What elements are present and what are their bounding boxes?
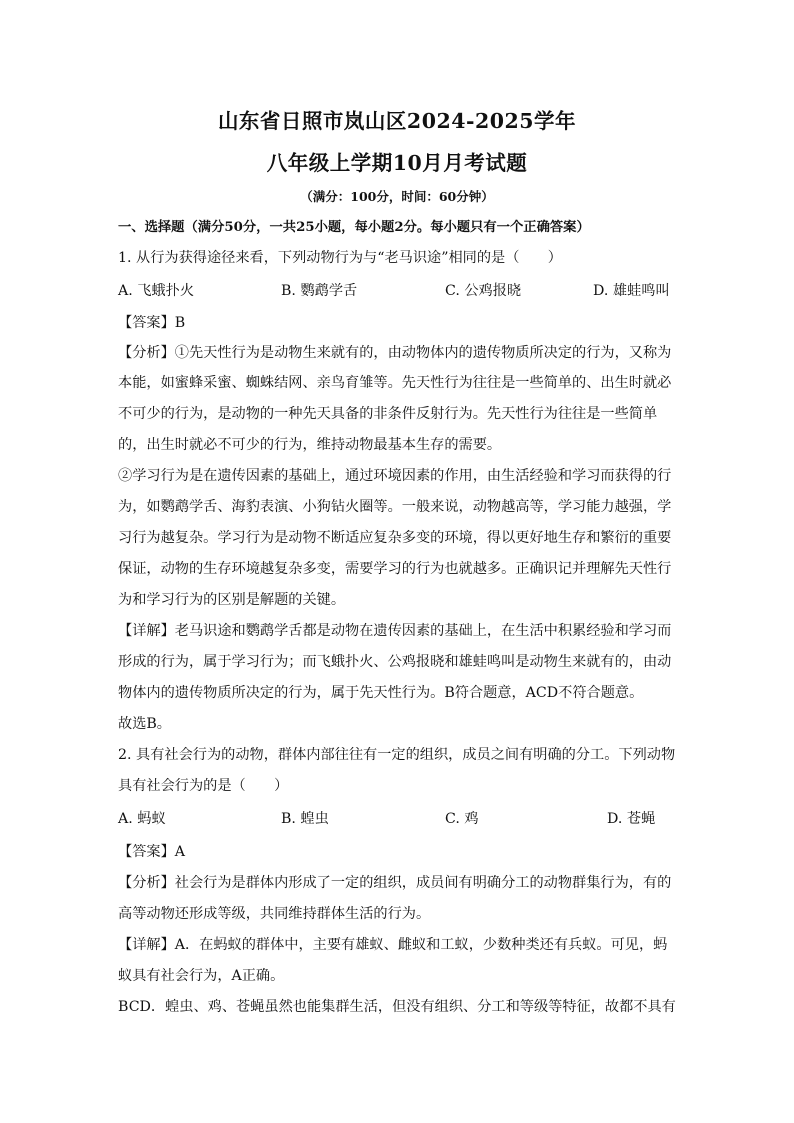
question-1-analysis-line: 本能，如蜜蜂采蜜、蜘蛛结网、亲鸟育雏等。先天性行为往往是一些简单的、出生时就必 xyxy=(118,375,672,391)
question-1-detail-line: 物体内的遗传物质所决定的行为，属于先天性行为。B符合题意，ACD不符合题意。 xyxy=(118,685,644,701)
question-1-analysis-line: 为和学习行为的区别是解题的关键。 xyxy=(118,592,346,608)
question-1-analysis-line: 为，如鹦鹉学舌、海豹表演、小狗钻火圈等。一般来说，动物越高等，学习能力越强，学 xyxy=(118,499,672,515)
question-1-option-a: A. 飞蛾扑火 xyxy=(118,283,195,299)
question-1-analysis-line: 不可少的行为，是动物的一种先天具备的非条件反射行为。先天性行为往往是一些简单 xyxy=(118,406,658,422)
question-1-option-d: D. 雄蛙鸣叫 xyxy=(593,283,670,299)
question-1-detail-line: 形成的行为，属于学习行为；而飞蛾扑火、公鸡报晓和雄蛙鸣叫是动物生来就有的，由动 xyxy=(118,654,672,670)
question-2-stem-line: 2. 具有社会行为的动物，群体内部往往有一定的组织，成员之间有明确的分工。下列动物 xyxy=(118,747,676,763)
question-1-stem: 1. 从行为获得途径来看，下列动物行为与“老马识途”相同的是（ ） xyxy=(118,250,562,266)
question-1-analysis-line: 习行为越复杂。学习行为是动物不断适应复杂多变的环境，得以更好地生存和繁衍的重要 xyxy=(118,530,672,546)
question-2-option-a: A. 蚂蚁 xyxy=(118,811,166,827)
question-2-detail-line: 蚁具有社会行为，A正确。 xyxy=(118,968,285,984)
section-heading: 一、选择题（满分50分，一共25小题，每小题2分。每小题只有一个正确答案） xyxy=(118,220,590,235)
question-1-analysis-line: 的，出生时就必不可少的行为，维持动物最基本生存的需要。 xyxy=(118,437,502,453)
question-2-analysis-line: 【分析】社会行为是群体内形成了一定的组织，成员间有明确分工的动物群集行为，有的 xyxy=(118,875,672,891)
question-1-answer: 【答案】B xyxy=(118,315,186,331)
title-line-2: 八年级上学期10月月考试题 xyxy=(266,151,528,175)
question-1-detail-line: 故选B。 xyxy=(118,716,171,732)
question-2-stem-line: 具有社会行为的是（ ） xyxy=(118,778,289,794)
question-2-detail-line: BCD．蝗虫、鸡、苍蝇虽然也能集群生活，但没有组织、分工和等级等特征，故都不具有 xyxy=(118,999,676,1015)
question-1-detail-line: 【详解】老马识途和鹦鹉学舌都是动物在遗传因素的基础上，在生活中积累经验和学习而 xyxy=(118,623,672,639)
question-1-analysis-line: ②学习行为是在遗传因素的基础上，通过环境因素的作用，由生活经验和学习而获得的行 xyxy=(118,468,672,484)
question-1-option-c: C. 公鸡报晓 xyxy=(445,283,522,299)
question-2-option-c: C. 鸡 xyxy=(445,811,479,827)
question-2-detail-line: 【详解】A．在蚂蚁的群体中，主要有雄蚁、雌蚁和工蚁，少数种类还有兵蚁。可见，蚂 xyxy=(118,937,668,953)
question-1-analysis-line: 保证，动物的生存环境越复杂多变，需要学习的行为也就越多。正确识记并理解先天性行 xyxy=(118,561,672,577)
subtitle: （满分：100分，时间：60分钟） xyxy=(300,189,494,204)
title-line-1: 山东省日照市岚山区2024-2025学年 xyxy=(217,109,577,133)
question-1-analysis-line: 【分析】①先天性行为是动物生来就有的，由动物体内的遗传物质所决定的行为，又称为 xyxy=(118,345,672,361)
question-2-option-b: B. 蝗虫 xyxy=(281,811,329,827)
question-2-option-d: D. 苍蝇 xyxy=(607,811,656,827)
question-1-option-b: B. 鹦鹉学舌 xyxy=(281,283,358,299)
question-2-analysis-line: 高等动物还形成等级，共同维持群体生活的行为。 xyxy=(118,906,431,922)
question-2-answer: 【答案】A xyxy=(118,844,185,860)
